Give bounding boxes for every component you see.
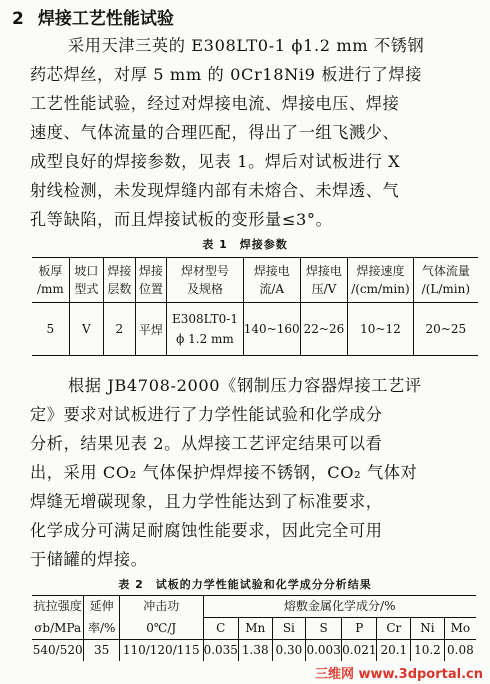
paragraph-welding-test xyxy=(30,31,478,234)
table-cell: 35 xyxy=(84,640,120,662)
paragraph-line: 定》要求对试板进行了力学性能试验和化学成分 xyxy=(30,405,383,424)
header-cell: P xyxy=(342,618,377,640)
header-cell: S xyxy=(306,618,342,640)
header-cell: 冲击功 xyxy=(119,596,203,618)
header-cell: σb/MPa xyxy=(34,620,82,635)
header-cell: 焊接 位置 xyxy=(135,258,167,303)
header-cell: 率/% xyxy=(84,618,120,640)
table-cell: 10~12 xyxy=(348,303,414,356)
paragraph-line: 成型良好的焊接参数，见表 1。焊后对试板进行 X xyxy=(30,152,401,171)
table-row xyxy=(32,640,476,662)
table1-caption: 表 1 焊接参数 xyxy=(202,238,288,251)
table-header-row xyxy=(32,258,478,303)
paragraph-line: 分析，结果见表 2。从焊接工艺评定结果可以看 xyxy=(30,434,383,453)
table-cell: 0.021 xyxy=(342,640,377,662)
section-heading xyxy=(12,4,174,29)
table-cell: 10.2 xyxy=(411,640,445,662)
table-cell: 0.003 xyxy=(306,640,342,662)
table-cell: 1.38 xyxy=(238,640,272,662)
header-cell: Cr xyxy=(377,618,411,640)
header-cell: 焊接 层数 xyxy=(104,258,136,303)
header-cell: Mn xyxy=(238,618,272,640)
header-cell: 焊接电 压/V xyxy=(300,258,348,303)
header-cell: 坡口 型式 xyxy=(69,258,103,303)
header-cell: 气体流量 /(L/min) xyxy=(413,258,478,303)
header-cell: 熔敷金属化学成分/% xyxy=(203,596,476,618)
table-cell: 20~25 xyxy=(413,303,478,356)
header-cell: Si xyxy=(272,618,306,640)
table-cell: V xyxy=(69,303,103,356)
paragraph-line: 化学成分可满足耐腐蚀性能要求，因此完全可用 xyxy=(30,521,383,540)
header-cell: 焊接电 流/A xyxy=(243,258,300,303)
paragraph-line: 工艺性能试验，经过对焊接电流、焊接电压、焊接 xyxy=(30,94,400,113)
paragraph-line: 出，采用 CO₂ 气体保护焊焊接不锈钢，CO₂ 气体对 xyxy=(30,463,418,482)
header-cell: 0℃/J xyxy=(119,618,203,640)
table-cell: 5 xyxy=(32,303,69,356)
table-row xyxy=(32,303,478,356)
table-cell: 140~160 xyxy=(243,303,300,356)
table-cell: 0.035 xyxy=(203,640,238,662)
paragraph-line: 焊缝无增碳现象，且力学性能达到了标准要求， xyxy=(30,492,383,511)
header-cell: 焊材型号 及规格 xyxy=(167,258,244,303)
table-cell: 2 xyxy=(104,303,136,356)
table2-caption: 表 2 试板的力学性能试验和化学成分分析结果 xyxy=(118,578,372,591)
section-title: 焊接工艺性能试验 xyxy=(37,9,174,29)
table-cell: 22~26 xyxy=(300,303,348,356)
table-cell: 0.30 xyxy=(272,640,306,662)
watermark: 三维网 www.3dportal.cn xyxy=(312,663,486,682)
table-cell: 平焊 xyxy=(135,303,167,356)
header-cell: 抗拉强度 xyxy=(32,596,84,618)
paragraph-line: 于储罐的焊接。 xyxy=(30,550,148,569)
table-cell: 110/120/115 xyxy=(119,640,203,662)
mechanical-chemical-table xyxy=(32,595,476,661)
header-cell: 延伸 xyxy=(84,596,120,618)
section-number: 2 xyxy=(12,9,24,29)
paragraph-line: 射线检测，未发现焊缝内部有未熔合、未焊透、气 xyxy=(30,181,400,200)
paragraph-line: 孔等缺陷，而且焊接试板的变形量≤3°。 xyxy=(30,210,333,229)
header-cell: Ni xyxy=(411,618,445,640)
table-cell: 540/520 xyxy=(32,640,84,662)
table-cell: 0.08 xyxy=(444,640,476,662)
table-header-row xyxy=(32,596,476,618)
header-cell: C xyxy=(203,618,238,640)
paragraph-line: 采用天津三英的 E308LT0-1 ϕ1.2 mm 不锈钢 xyxy=(68,36,425,55)
paragraph-line: 药芯焊丝，对厚 5 mm 的 0Cr18Ni9 板进行了焊接 xyxy=(30,65,423,84)
header-cell: 板厚 /mm xyxy=(32,258,69,303)
header-cell: 焊接速度 /(cm/min) xyxy=(348,258,414,303)
table-cell: E308LT0-1 ϕ 1.2 mm xyxy=(167,303,244,356)
welding-parameters-table xyxy=(32,257,478,356)
table-cell: 20.1 xyxy=(377,640,411,662)
table-header-row xyxy=(32,618,476,640)
paragraph-line: 根据 JB4708-2000《钢制压力容器焊接工艺评 xyxy=(68,376,422,395)
header-cell: Mo xyxy=(444,618,476,640)
paragraph-line: 速度、气体流量的合理匹配，得出了一组飞溅少、 xyxy=(30,123,400,142)
paragraph-evaluation xyxy=(30,371,478,574)
